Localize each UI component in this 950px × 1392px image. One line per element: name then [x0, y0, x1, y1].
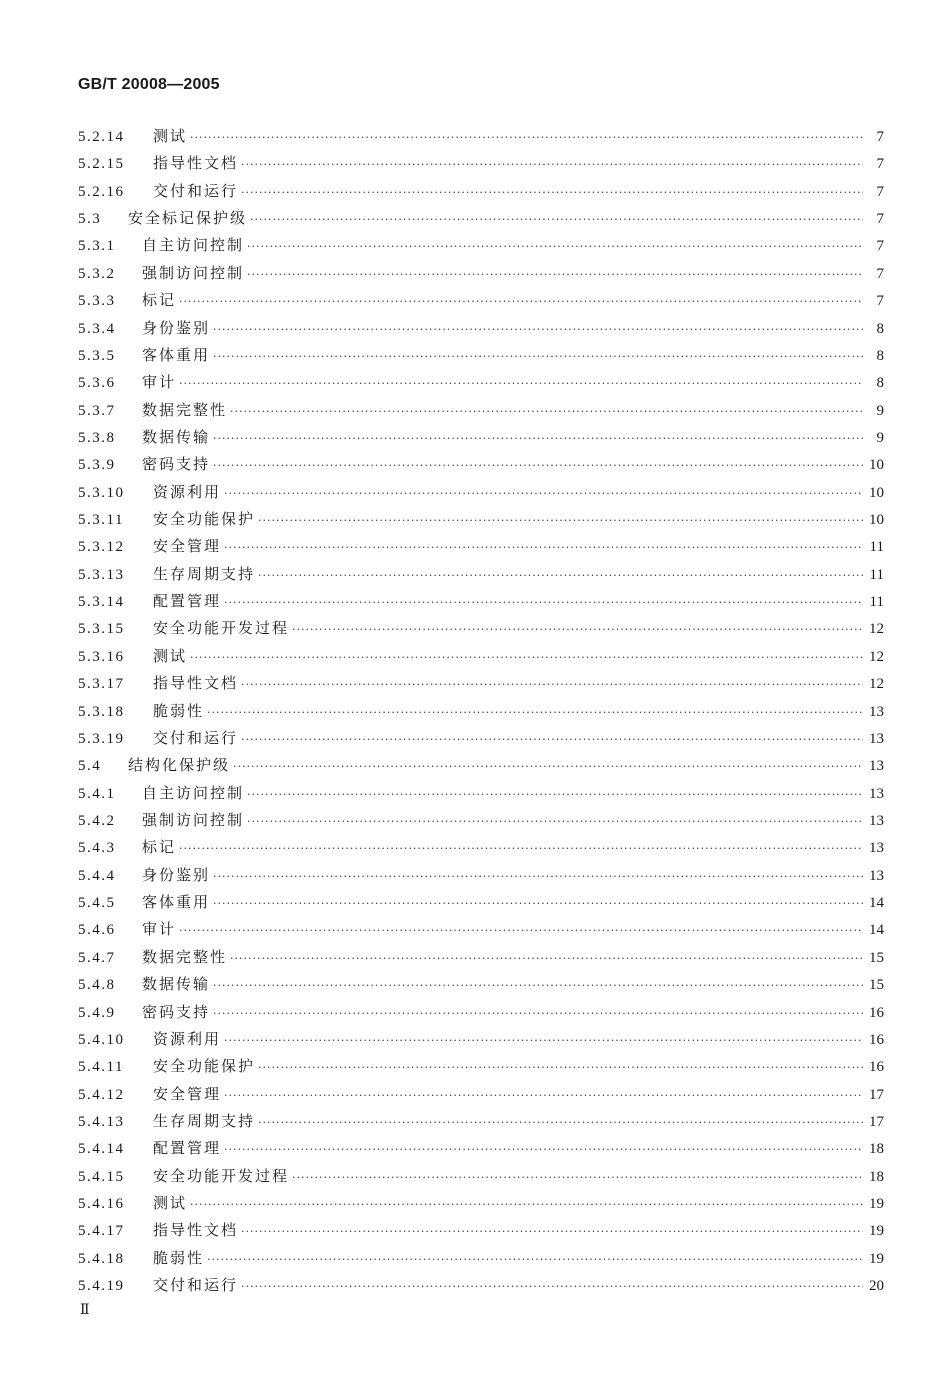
- toc-section-title: 安全管理: [153, 1084, 222, 1103]
- toc-section-number: 5.4.1: [78, 785, 116, 802]
- toc-dot-leader: [241, 179, 863, 206]
- toc-entry[interactable]: [78, 1108, 884, 1135]
- toc-entry[interactable]: [78, 123, 884, 150]
- toc-page-number: 7: [876, 129, 884, 145]
- toc-section-number: 5.3.3: [78, 293, 116, 310]
- toc-entry[interactable]: [78, 834, 884, 861]
- toc-dot-leader: [250, 206, 863, 233]
- toc-dot-leader: [179, 370, 863, 397]
- toc-entry[interactable]: [78, 916, 884, 943]
- toc-section-title: 测试: [153, 1194, 188, 1213]
- toc-section-number: 5.4.9: [78, 1004, 116, 1021]
- toc-section-title: 资源利用: [153, 482, 222, 501]
- toc-dot-leader: [247, 261, 863, 288]
- toc-section-number: 5.4.16: [78, 1196, 125, 1213]
- toc-section-number: 5.4.10: [78, 1031, 125, 1048]
- toc-entry[interactable]: [78, 451, 884, 478]
- toc-page-number: 12: [869, 676, 884, 693]
- toc-page-number: 16: [869, 1059, 884, 1076]
- toc-section-number: 5.4.8: [78, 977, 116, 994]
- toc-section-title: 数据完整性: [142, 400, 228, 419]
- toc-section-number: 5.4.19: [78, 1278, 125, 1295]
- toc-entry[interactable]: [78, 889, 884, 916]
- toc-section-title: 生存周期支持: [153, 564, 256, 583]
- toc-page-number: 8: [876, 320, 884, 337]
- toc-dot-leader: [247, 808, 863, 835]
- toc-entry[interactable]: [78, 971, 884, 998]
- toc-page-number: 16: [869, 1004, 884, 1021]
- toc-dot-leader: [233, 753, 863, 780]
- toc-section-number: 5.3.6: [78, 375, 116, 392]
- standard-number-header: GB/T 20008—2005: [78, 76, 220, 93]
- toc-section-title: 密码支持: [142, 455, 211, 474]
- toc-entry[interactable]: [78, 752, 884, 779]
- toc-entry[interactable]: [78, 561, 884, 588]
- toc-dot-leader: [190, 1191, 863, 1218]
- toc-dot-leader: [213, 452, 863, 479]
- toc-entry[interactable]: [78, 369, 884, 396]
- toc-entry[interactable]: [78, 397, 884, 424]
- toc-page-number: 17: [869, 1113, 884, 1130]
- toc-section-title: 自主访问控制: [142, 783, 245, 802]
- toc-dot-leader: [241, 726, 863, 753]
- toc-dot-leader: [258, 1054, 863, 1081]
- toc-section-title: 测试: [153, 646, 188, 665]
- toc-section-title: 交付和运行: [153, 181, 239, 200]
- toc-section-title: 密码支持: [142, 1002, 211, 1021]
- toc-page-number: 10: [869, 512, 884, 529]
- toc-section-title: 安全功能开发过程: [153, 1166, 290, 1185]
- toc-page-number: 13: [869, 730, 884, 747]
- toc-dot-leader: [213, 863, 863, 890]
- toc-section-title: 脆弱性: [153, 1248, 205, 1267]
- toc-dot-leader: [241, 1218, 863, 1245]
- toc-section-title: 安全功能开发过程: [153, 619, 290, 638]
- toc-section-title: 审计: [142, 373, 177, 392]
- toc-entry[interactable]: [78, 479, 884, 506]
- toc-page-number: 7: [876, 211, 884, 228]
- toc-section-title: 数据传输: [142, 427, 211, 446]
- toc-page-number: 9: [876, 402, 884, 419]
- toc-section-title: 标记: [142, 291, 177, 310]
- toc-page-number: 12: [869, 621, 884, 638]
- toc-section-title: 安全功能保护: [153, 510, 256, 529]
- toc-dot-leader: [292, 1164, 863, 1191]
- toc-dot-leader: [190, 124, 863, 151]
- toc-entry[interactable]: [78, 1081, 884, 1108]
- toc-page-number: 14: [869, 922, 884, 939]
- toc-entry[interactable]: [78, 506, 884, 533]
- table-of-contents: [78, 123, 884, 1299]
- toc-section-number: 5.3.11: [78, 512, 124, 529]
- toc-entry[interactable]: [78, 1026, 884, 1053]
- toc-dot-leader: [241, 151, 863, 178]
- toc-section-title: 数据传输: [142, 975, 211, 994]
- toc-dot-leader: [292, 616, 863, 643]
- toc-section-title: 安全功能保护: [153, 1057, 256, 1076]
- toc-section-title: 资源利用: [153, 1029, 222, 1048]
- toc-section-number: 5.4.13: [78, 1113, 125, 1130]
- toc-section-number: 5.4.3: [78, 840, 116, 857]
- toc-section-title: 生存周期支持: [153, 1111, 256, 1130]
- toc-section-number: 5.4.18: [78, 1250, 125, 1267]
- toc-page-number: 19: [869, 1250, 884, 1267]
- toc-section-title: 安全标记保护级: [128, 209, 248, 228]
- toc-entry[interactable]: [78, 178, 884, 205]
- toc-section-number: 5.4.2: [78, 812, 116, 829]
- toc-section-number: 5.3.1: [78, 238, 116, 255]
- toc-page-number: 8: [876, 375, 884, 392]
- toc-section-number: 5.4.5: [78, 895, 116, 912]
- toc-section-number: 5.3.5: [78, 347, 116, 364]
- toc-dot-leader: [230, 398, 863, 425]
- toc-entry[interactable]: [78, 315, 884, 342]
- toc-dot-leader: [224, 589, 863, 616]
- toc-section-number: 5.3.2: [78, 265, 116, 282]
- toc-dot-leader: [258, 507, 863, 534]
- toc-entry[interactable]: [78, 588, 884, 615]
- toc-entry[interactable]: [78, 1163, 884, 1190]
- toc-section-number: 5.3.17: [78, 676, 125, 693]
- toc-entry[interactable]: [78, 698, 884, 725]
- toc-entry[interactable]: [78, 260, 884, 287]
- toc-section-number: 5.4.15: [78, 1168, 125, 1185]
- toc-dot-leader: [241, 1273, 863, 1300]
- toc-dot-leader: [224, 1027, 863, 1054]
- toc-dot-leader: [213, 890, 863, 917]
- toc-page-number: 11: [869, 594, 884, 611]
- toc-section-number: 5.3.12: [78, 539, 125, 556]
- toc-section-number: 5.2.14: [78, 129, 125, 145]
- toc-dot-leader: [213, 972, 863, 999]
- toc-section-number: 5.3.7: [78, 402, 116, 419]
- toc-dot-leader: [213, 425, 863, 452]
- toc-entry[interactable]: [78, 533, 884, 560]
- toc-section-title: 数据完整性: [142, 947, 228, 966]
- toc-section-title: 配置管理: [153, 592, 222, 611]
- toc-entry[interactable]: [78, 205, 884, 232]
- toc-page-number: 13: [869, 703, 884, 720]
- toc-page-number: 13: [869, 867, 884, 884]
- toc-section-number: 5.4.4: [78, 867, 116, 884]
- toc-dot-leader: [179, 917, 863, 944]
- toc-dot-leader: [230, 945, 863, 972]
- toc-section-title: 自主访问控制: [142, 236, 245, 255]
- toc-page-number: 9: [876, 429, 884, 446]
- toc-dot-leader: [224, 480, 863, 507]
- toc-section-title: 结构化保护级: [128, 756, 231, 775]
- toc-section-number: 5.3.13: [78, 566, 125, 583]
- toc-entry[interactable]: [78, 615, 884, 642]
- toc-dot-leader: [213, 316, 863, 343]
- toc-section-number: 5.2.15: [78, 156, 125, 173]
- toc-entry[interactable]: [78, 287, 884, 314]
- toc-section-number: 5.3.4: [78, 320, 116, 337]
- toc-page-number: 7: [876, 156, 884, 173]
- toc-section-title: 交付和运行: [153, 728, 239, 747]
- toc-entry[interactable]: [78, 944, 884, 971]
- toc-section-number: 5.4.12: [78, 1086, 125, 1103]
- toc-page-number: 10: [869, 484, 884, 501]
- toc-dot-leader: [207, 699, 863, 726]
- toc-entry[interactable]: [78, 232, 884, 259]
- toc-entry[interactable]: [78, 643, 884, 670]
- toc-page-number: 19: [869, 1223, 884, 1240]
- toc-dot-leader: [179, 835, 863, 862]
- toc-dot-leader: [247, 781, 863, 808]
- toc-section-title: 配置管理: [153, 1139, 222, 1158]
- toc-section-number: 5.4.14: [78, 1141, 125, 1158]
- toc-page-number: 13: [869, 812, 884, 829]
- toc-section-number: 5.3.18: [78, 703, 125, 720]
- toc-section-title: 强制访问控制: [142, 810, 245, 829]
- toc-page-number: 17: [869, 1086, 884, 1103]
- toc-dot-leader: [247, 233, 863, 260]
- toc-section-title: 脆弱性: [153, 701, 205, 720]
- toc-section-title: 强制访问控制: [142, 263, 245, 282]
- toc-page-number: 8: [876, 347, 884, 364]
- toc-dot-leader: [213, 343, 863, 370]
- toc-section-title: 测试: [153, 127, 188, 145]
- toc-page-number: 11: [869, 539, 884, 556]
- toc-section-number: 5.3.9: [78, 457, 116, 474]
- toc-page-number: 19: [869, 1196, 884, 1213]
- toc-page-number: 16: [869, 1031, 884, 1048]
- toc-dot-leader: [224, 534, 863, 561]
- toc-entry[interactable]: [78, 342, 884, 369]
- toc-section-number: 5.4.6: [78, 922, 116, 939]
- page-number-footer: Ⅱ: [80, 1303, 90, 1318]
- toc-section-number: 5.3: [78, 211, 102, 228]
- toc-entry[interactable]: [78, 862, 884, 889]
- toc-entry[interactable]: [78, 807, 884, 834]
- toc-section-title: 客体重用: [142, 345, 211, 364]
- toc-page-number: 10: [869, 457, 884, 474]
- toc-dot-leader: [179, 288, 863, 315]
- toc-entry[interactable]: [78, 424, 884, 451]
- toc-section-title: 审计: [142, 920, 177, 939]
- toc-entry[interactable]: [78, 780, 884, 807]
- toc-entry[interactable]: [78, 1272, 884, 1299]
- toc-page-number: 11: [869, 566, 884, 583]
- toc-section-title: 标记: [142, 838, 177, 857]
- toc-section-title: 指导性文档: [153, 1221, 239, 1240]
- toc-dot-leader: [224, 1082, 863, 1109]
- toc-entry[interactable]: [78, 1053, 884, 1080]
- toc-section-number: 5.3.15: [78, 621, 125, 638]
- toc-entry[interactable]: [78, 1190, 884, 1217]
- toc-section-number: 5.4.11: [78, 1059, 124, 1076]
- toc-section-number: 5.3.10: [78, 484, 125, 501]
- toc-section-number: 5.3.14: [78, 594, 125, 611]
- toc-page-number: 15: [869, 949, 884, 966]
- toc-dot-leader: [224, 1136, 863, 1163]
- toc-dot-leader: [213, 1000, 863, 1027]
- toc-section-number: 5.4.17: [78, 1223, 125, 1240]
- toc-entry[interactable]: [78, 999, 884, 1026]
- toc-page-number: 18: [869, 1168, 884, 1185]
- toc-dot-leader: [207, 1246, 863, 1273]
- toc-page-number: 7: [876, 265, 884, 282]
- toc-section-title: 指导性文档: [153, 154, 239, 173]
- toc-section-number: 5.4: [78, 758, 102, 775]
- toc-page-number: 15: [869, 977, 884, 994]
- toc-section-title: 指导性文档: [153, 674, 239, 693]
- toc-dot-leader: [258, 1109, 863, 1136]
- toc-page-number: 13: [869, 785, 884, 802]
- toc-section-title: 身份鉴别: [142, 865, 211, 884]
- toc-section-number: 5.3.16: [78, 648, 125, 665]
- toc-section-title: 客体重用: [142, 893, 211, 912]
- toc-section-number: 5.3.8: [78, 429, 116, 446]
- toc-dot-leader: [190, 644, 863, 671]
- toc-page-number: 20: [869, 1278, 884, 1295]
- toc-entry[interactable]: [78, 670, 884, 697]
- toc-entry[interactable]: [78, 1135, 884, 1162]
- toc-dot-leader: [241, 671, 863, 698]
- toc-page-number: 7: [876, 238, 884, 255]
- toc-page-number: 18: [869, 1141, 884, 1158]
- toc-section-number: 5.2.16: [78, 183, 125, 200]
- toc-section-title: 安全管理: [153, 537, 222, 556]
- toc-page-number: 13: [869, 758, 884, 775]
- toc-dot-leader: [258, 562, 863, 589]
- toc-section-number: 5.3.19: [78, 730, 125, 747]
- toc-section-number: 5.4.7: [78, 949, 116, 966]
- toc-entry[interactable]: [78, 1245, 884, 1272]
- toc-section-title: 身份鉴别: [142, 318, 211, 337]
- toc-page-number: 13: [869, 840, 884, 857]
- toc-entry[interactable]: [78, 725, 884, 752]
- toc-page-number: 14: [869, 895, 884, 912]
- toc-page-number: 7: [876, 293, 884, 310]
- toc-section-title: 交付和运行: [153, 1276, 239, 1295]
- toc-entry[interactable]: [78, 150, 884, 177]
- toc-page-number: 12: [869, 648, 884, 665]
- toc-entry[interactable]: [78, 1217, 884, 1244]
- toc-page-number: 7: [876, 183, 884, 200]
